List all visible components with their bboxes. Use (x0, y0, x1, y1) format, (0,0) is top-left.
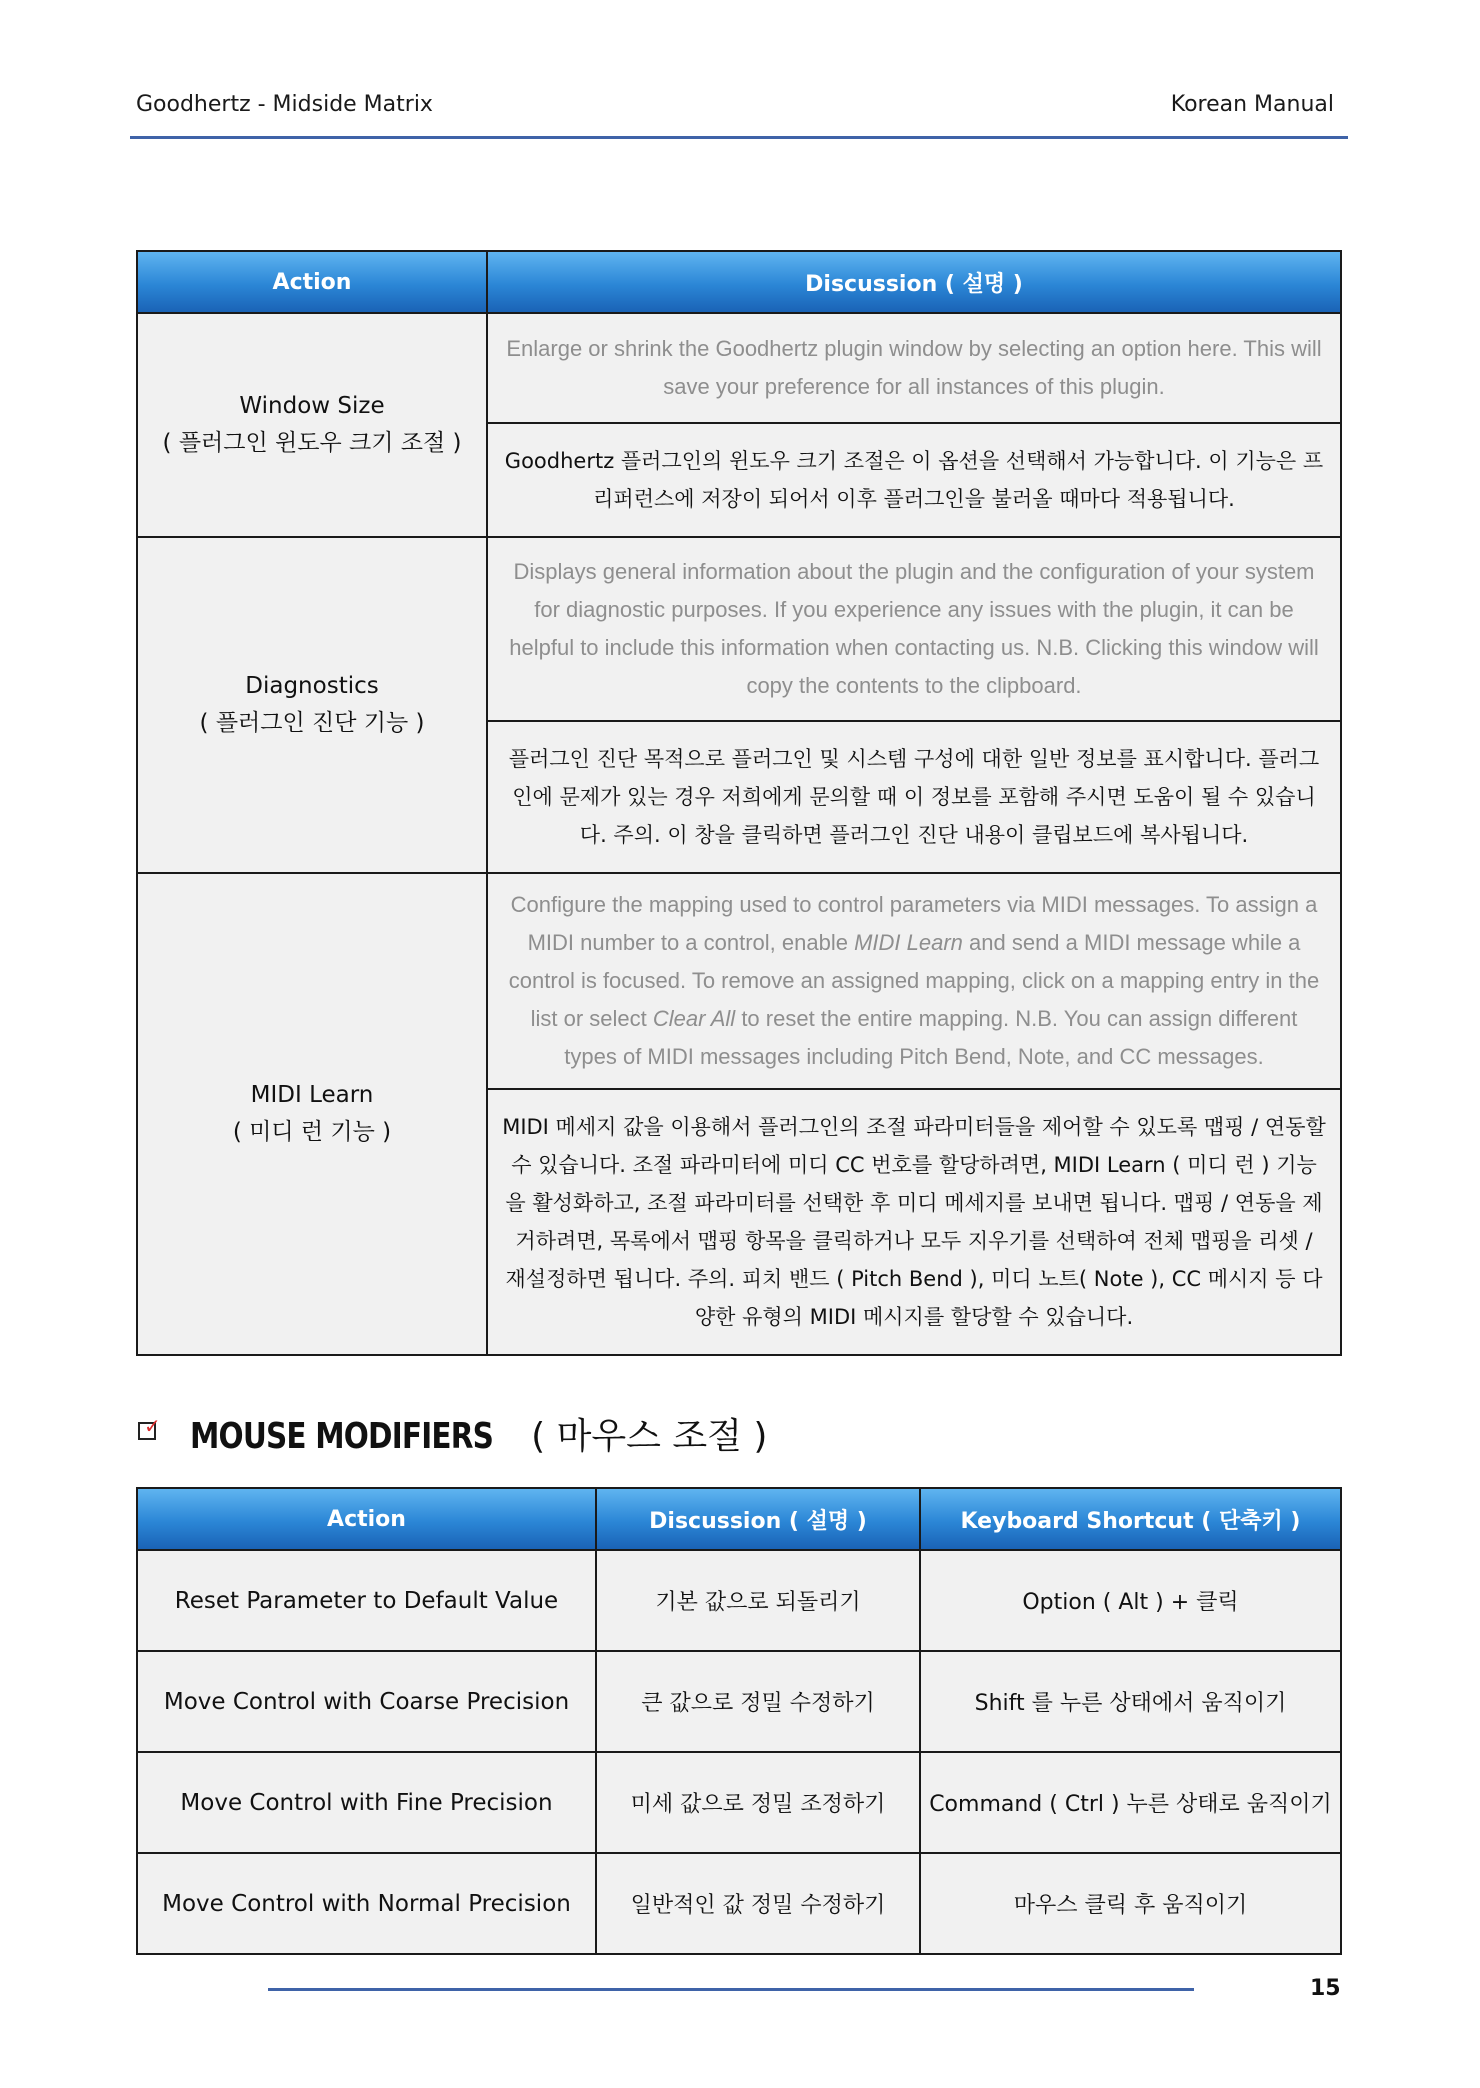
discussion-en: Displays general information about the plugin and the configuration of your system for diagnostic purposes. If you experience any issues with the plugin, it can be helpful to include this information when contacting us. N.B. Clicking this window will copy the contents to the clipboard. (487, 537, 1341, 721)
table-row (137, 313, 1341, 423)
discussion-ko: 플러그인 진단 목적으로 플러그인 및 시스템 구성에 대한 일반 정보를 표시합니다. 플러그인에 문제가 있는 경우 저희에게 문의할 때 이 정보를 포함해 주시면 도움이 될 수 있습니다. 주의. 이 창을 클릭하면 플러그인 진단 내용이 클립보드에 복사됩니다. (487, 721, 1341, 873)
shortcut-cell: Option ( Alt ) + 클릭 (920, 1550, 1341, 1651)
table-row (137, 1550, 1341, 1651)
emphasis-midi-learn: MIDI Learn (854, 930, 963, 955)
action-cell: Move Control with Coarse Precision (137, 1651, 596, 1752)
action-cell: Reset Parameter to Default Value (137, 1550, 596, 1651)
column-header-discussion: Discussion ( 설명 ) (596, 1488, 920, 1550)
discussion-en (487, 873, 1341, 1089)
action-cell: Move Control with Normal Precision (137, 1853, 596, 1954)
column-header-action: Action (137, 251, 487, 313)
text-span: to reset the entire mapping. N.B. You can assign different types of MIDI messages including Pitch Bend, Note, and CC messages. (564, 1006, 1298, 1069)
text-span: Configure the mapping used to control parameters via MIDI messages. To assign a MIDI number to a control, enable (510, 892, 1318, 955)
table-row (137, 873, 1341, 1089)
table-row (137, 1651, 1341, 1752)
discussion-cell: 미세 값으로 정밀 조정하기 (596, 1752, 920, 1853)
column-header-action: Action (137, 1488, 596, 1550)
action-cell: Move Control with Fine Precision (137, 1752, 596, 1853)
table-header-row (137, 251, 1341, 313)
action-label-ko: ( 플러그인 윈도우 크기 조절 ) (162, 430, 462, 456)
settings-table (136, 250, 1342, 1356)
footer-divider (268, 1988, 1194, 1991)
page-number: 15 (1310, 1976, 1341, 2001)
action-cell (137, 537, 487, 873)
table-row (137, 1752, 1341, 1853)
action-cell (137, 313, 487, 537)
discussion-cell: 기본 값으로 되돌리기 (596, 1550, 920, 1651)
shortcut-cell: Command ( Ctrl ) 누른 상태로 움직이기 (920, 1752, 1341, 1853)
section-title-ko: ( 마우스 조절 ) (531, 1416, 768, 1457)
action-cell (137, 873, 487, 1355)
header-manual-label: Korean Manual (1170, 92, 1334, 117)
section-title (190, 1408, 767, 1459)
table-header-row (137, 1488, 1341, 1550)
shortcut-cell: 마우스 클릭 후 움직이기 (920, 1853, 1341, 1954)
shortcut-cell: Shift 를 누른 상태에서 움직이기 (920, 1651, 1341, 1752)
discussion-ko: MIDI 메세지 값을 이용해서 플러그인의 조절 파라미터들을 제어할 수 있도록 맵핑 / 연동할 수 있습니다. 조절 파라미터에 미디 CC 번호를 할당하려면, MIDI Learn ( 미디 런 ) 기능을 활성화하고, 조절 파라미터를 선택한 후 미디 메세지를 보내면 됩니다. 맵핑 / 연동을 제거하려면, 목록에서 맵핑 항목을 클릭하거나 모두 지우기를 선택하여 전체 맵핑을 리셋 / 재설정하면 됩니다. 주의. 피치 밴드 ( Pitch Bend ), 미디 노트( Note ), CC 메시지 등 다양한 유형의 MIDI 메시지를 할당할 수 있습니다. (487, 1089, 1341, 1355)
header-doc-title: Goodhertz - Midside Matrix (136, 92, 433, 117)
emphasis-clear-all: Clear All (652, 1006, 736, 1031)
mouse-modifiers-table (136, 1487, 1342, 1955)
action-label-ko: ( 미디 런 기능 ) (232, 1119, 392, 1145)
text-span: and send a MIDI message while a control is focused. To remove an assigned mapping, click on a mapping entry in the list or select (508, 930, 1320, 1031)
action-label: Window Size (239, 393, 385, 419)
section-title-en: MOUSE MODIFIERS (190, 1416, 494, 1457)
action-label: Diagnostics (245, 673, 379, 699)
page-header (130, 88, 1348, 139)
discussion-en: Enlarge or shrink the Goodhertz plugin window by selecting an option here. This will save your preference for all instances of this plugin. (487, 313, 1341, 423)
table-row (137, 537, 1341, 721)
discussion-ko: Goodhertz 플러그인의 윈도우 크기 조절은 이 옵션을 선택해서 가능합니다. 이 기능은 프리퍼런스에 저장이 되어서 이후 플러그인을 불러올 때마다 적용됩니다. (487, 423, 1341, 537)
column-header-shortcut: Keyboard Shortcut ( 단축키 ) (920, 1488, 1341, 1550)
discussion-cell: 일반적인 값 정밀 수정하기 (596, 1853, 920, 1954)
table-row (137, 1853, 1341, 1954)
action-label: MIDI Learn (250, 1082, 374, 1108)
discussion-cell: 큰 값으로 정밀 수정하기 (596, 1651, 920, 1752)
action-label-ko: ( 플러그인 진단 기능 ) (199, 710, 425, 736)
column-header-discussion: Discussion ( 설명 ) (487, 251, 1341, 313)
checkbox-icon: ✓ (138, 1422, 156, 1440)
